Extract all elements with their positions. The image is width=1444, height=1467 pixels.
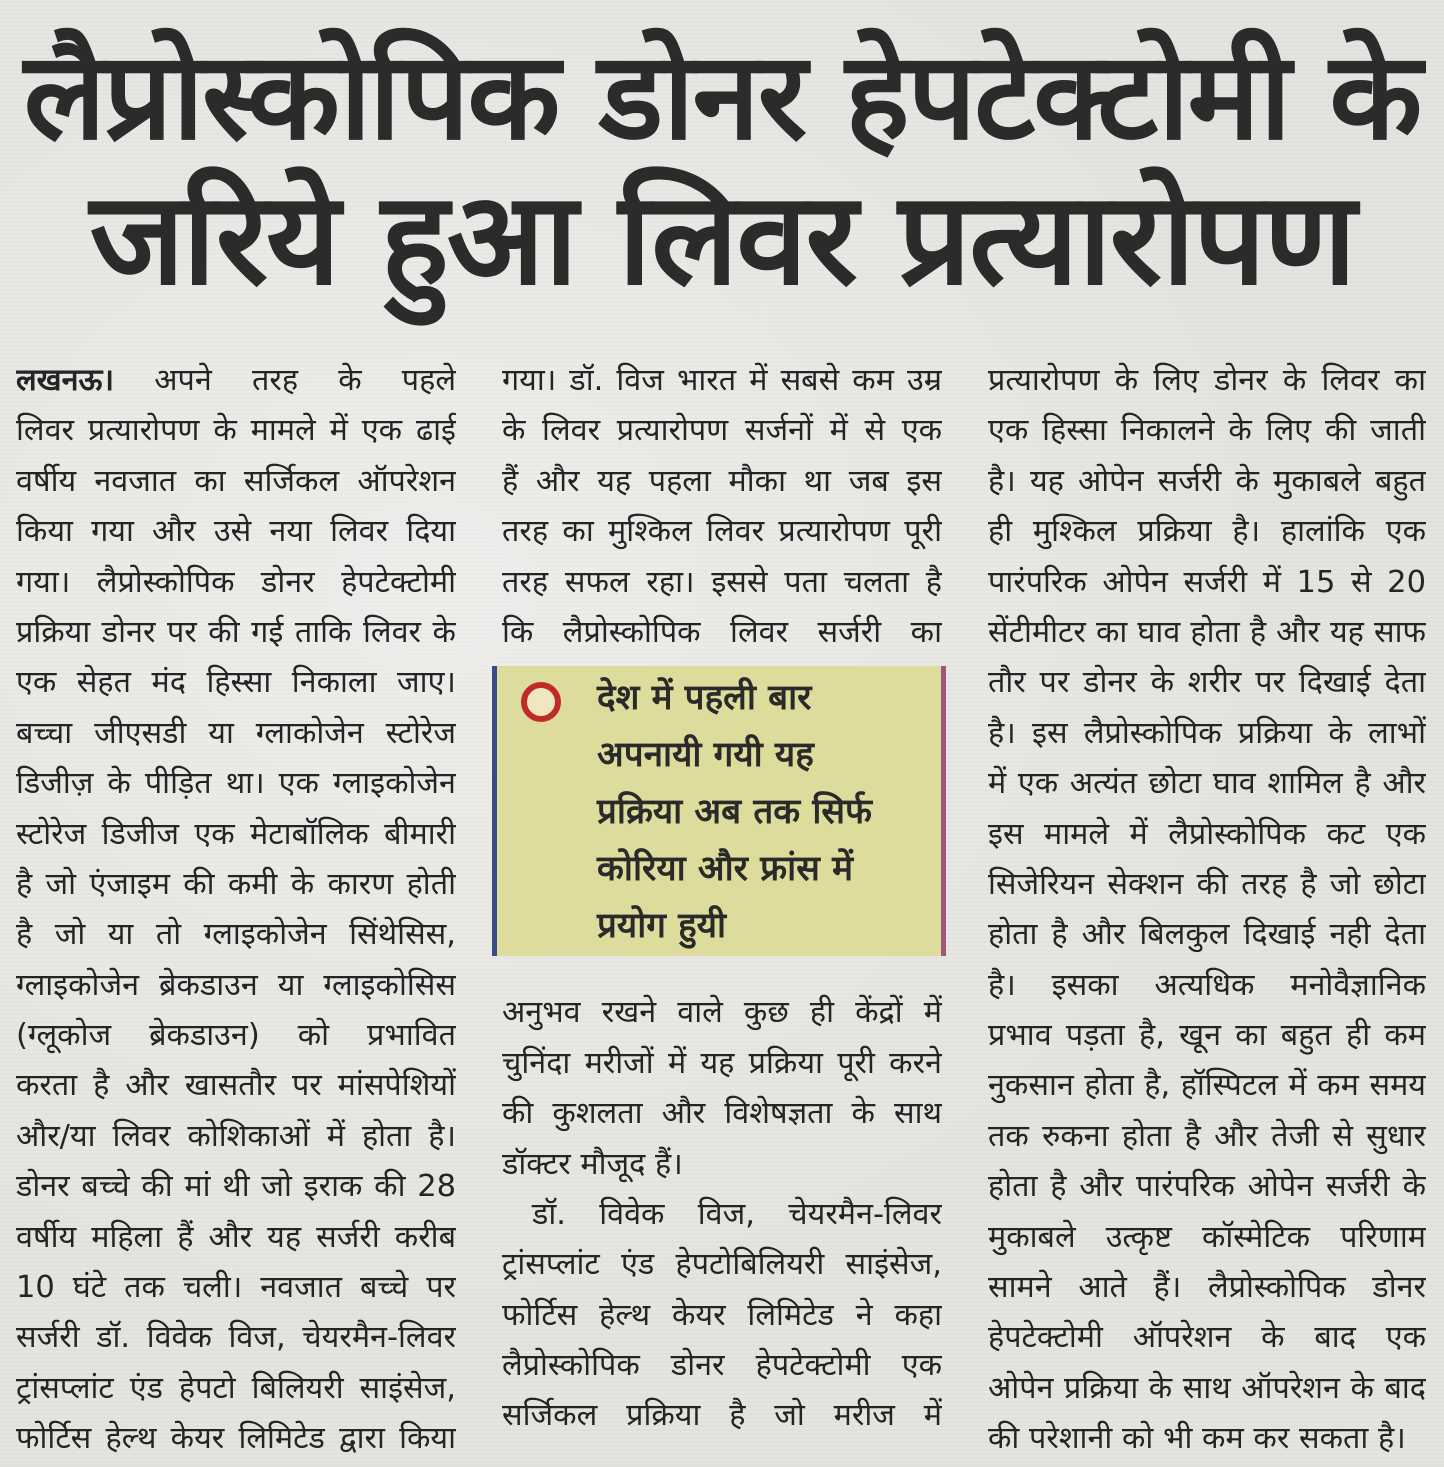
column-line: पारंपरिक ओपेन सर्जरी में 15 से 20 xyxy=(988,564,1426,600)
column-line: कि लैप्रोस्कोपिक लिवर सर्जरी का xyxy=(502,614,942,650)
callout-line: देश में पहली बार xyxy=(597,678,812,718)
column-line: नुकसान होता है, हॉस्पिटल में कम समय xyxy=(988,1068,1426,1104)
column-line: ट्रांसप्लांट एंड हेपटो बिलियरी साइंसेज, xyxy=(16,1370,456,1406)
article-column-3 xyxy=(988,356,1426,1465)
bullet-circle-icon xyxy=(521,682,561,722)
headline-line-2: जरिये हुआ लिवर प्रत्यारोपण xyxy=(89,165,1355,314)
column-line: है। यह ओपेन सर्जरी के मुकाबले बहुत xyxy=(988,463,1426,499)
column-line: डिजीज़ के पीड़ित था। एक ग्लाइकोजेन xyxy=(16,766,456,802)
column-line: सेंटीमीटर का घाव होता है और यह साफ xyxy=(988,614,1426,650)
column-line: अनुभव रखने वाले कुछ ही केंद्रों में xyxy=(502,995,942,1031)
column-line: हेपटेक्टोमी ऑपरेशन के बाद एक xyxy=(988,1320,1426,1356)
dateline: लखनऊ। xyxy=(16,363,115,398)
column-line: फोर्टिस हेल्थ केयर लिमिटेड ने कहा xyxy=(502,1297,942,1333)
column-line: 10 घंटे तक चली। नवजात बच्चे पर xyxy=(16,1270,456,1306)
column-line: ओपेन प्रक्रिया के साथ ऑपरेशन के बाद xyxy=(988,1370,1426,1406)
column-line: एक हिस्सा निकालने के लिए की जाती xyxy=(988,413,1426,449)
column-line: सर्जरी डॉ. विवेक विज, चेयरमैन-लिवर xyxy=(16,1320,456,1356)
column-line: गया। लैप्रोस्कोपिक डोनर हेपटेक्टोमी xyxy=(16,564,456,600)
column-line: है। इस लैप्रोस्कोपिक प्रक्रिया के लाभों xyxy=(988,715,1426,751)
callout-text xyxy=(597,670,937,955)
column-line: तौर पर डोनर के शरीर पर दिखाई देता xyxy=(988,665,1426,701)
column-line: स्टोरेज डिजीज एक मेटाबॉलिक बीमारी xyxy=(16,816,456,852)
column-line: लखनऊ। अपने तरह के पहले xyxy=(16,363,456,398)
column-line: किया गया और उसे नया लिवर दिया xyxy=(16,514,456,550)
callout-line: प्रयोग हुयी xyxy=(597,906,727,946)
column-line: ही मुश्किल प्रक्रिया है। हालांकि एक xyxy=(988,514,1426,550)
column-line: वर्षीय महिला हैं और यह सर्जरी करीब xyxy=(16,1219,456,1255)
column-line: फोर्टिस हेल्थ केयर लिमिटेड द्वारा किया xyxy=(16,1421,456,1457)
column-line: लिवर प्रत्यारोपण के मामले में एक ढाई xyxy=(16,413,456,449)
highlight-callout-box xyxy=(492,666,946,956)
column-line: मुकाबले उत्कृष्ट कॉस्मेटिक परिणाम xyxy=(988,1219,1426,1255)
column-line: वर्षीय नवजात का सर्जिकल ऑपरेशन xyxy=(16,463,456,499)
column-line: डॉक्टर मौजूद हैं। xyxy=(502,1146,683,1182)
column-line: हैं और यह पहला मौका था जब इस xyxy=(502,463,942,499)
column-line: लैप्रोस्कोपिक डोनर हेपटेक्टोमी एक xyxy=(502,1348,942,1384)
column-line: की कुशलता और विशेषज्ञता के साथ xyxy=(502,1096,942,1132)
column-line: तरह सफल रहा। इससे पता चलता है xyxy=(502,564,942,600)
column-line: प्रत्यारोपण के लिए डोनर के लिवर का xyxy=(988,363,1426,398)
column-line: सर्जिकल प्रक्रिया है जो मरीज में xyxy=(502,1398,942,1434)
column-line: ट्रांसप्लांट एंड हेपटोबिलियरी साइंसेज, xyxy=(502,1247,942,1283)
column-line: होता है और बिलकुल दिखाई नही देता xyxy=(988,917,1426,953)
column-line: डॉ. विवेक विज, चेयरमैन-लिवर xyxy=(532,1196,942,1232)
column-line: (ग्लूकोज ब्रेकडाउन) को प्रभावित xyxy=(16,1018,456,1054)
column-line: इस मामले में लैप्रोस्कोपिक कट एक xyxy=(988,816,1426,852)
callout-line: अपनायी गयी यह xyxy=(597,735,814,775)
column-line: है। इसका अत्यधिक मनोवैज्ञानिक xyxy=(988,967,1426,1003)
column-line: एक सेहत मंद हिस्सा निकाला जाए। xyxy=(16,665,456,701)
column-line: होता है और पारंपरिक ओपेन सर्जरी के xyxy=(988,1169,1426,1205)
column-line: है जो एंजाइम की कमी के कारण होती xyxy=(16,866,456,902)
column-line: तक रुकना होता है और तेजी से सुधार xyxy=(988,1118,1426,1154)
column-line: सामने आते हैं। लैप्रोस्कोपिक डोनर xyxy=(988,1270,1426,1306)
column-line: सिजेरियन सेक्शन की तरह है जो छोटा xyxy=(988,866,1426,902)
callout-line: प्रक्रिया अब तक सिर्फ xyxy=(597,792,873,832)
column-line: गया। डॉ. विज भारत में सबसे कम उम्र xyxy=(502,363,942,398)
column-line: के लिवर प्रत्यारोपण सर्जनों में से एक xyxy=(502,413,942,449)
column-line: डोनर बच्चे की मां थी जो इराक की 28 xyxy=(16,1169,456,1205)
article-column-1 xyxy=(16,356,456,1465)
column-line: है जो या तो ग्लाइकोजेन सिंथेसिस, xyxy=(16,917,456,953)
column-line: और/या लिवर कोशिकाओं में होता है। xyxy=(16,1118,456,1154)
column-line: करता है और खासतौर पर मांसपेशियों xyxy=(16,1068,456,1104)
column-line: ग्लाइकोजेन ब्रेकडाउन या ग्लाइकोसिस xyxy=(16,967,456,1003)
column-line: चुनिंदा मरीजों में यह प्रक्रिया पूरी करने xyxy=(502,1045,942,1081)
column-line: तरह का मुश्किल लिवर प्रत्यारोपण पूरी xyxy=(502,514,942,550)
column-line: में एक अत्यंत छोटा घाव शामिल है और xyxy=(988,766,1426,802)
column-line: की परेशानी को भी कम कर सकता है। xyxy=(988,1421,1406,1457)
column-line: बच्चा जीएसडी या ग्लाकोजेन स्टोरेज xyxy=(16,715,456,751)
column-line: प्रभाव पड़ता है, खून का बहुत ही कम xyxy=(988,1018,1426,1054)
callout-line: कोरिया और फ्रांस में xyxy=(597,849,854,889)
column-line: प्रक्रिया डोनर पर की गई ताकि लिवर के xyxy=(16,614,456,650)
headline-line-1: लैप्रोस्कोपिक डोनर हेपटेक्टोमी के xyxy=(23,26,1421,167)
